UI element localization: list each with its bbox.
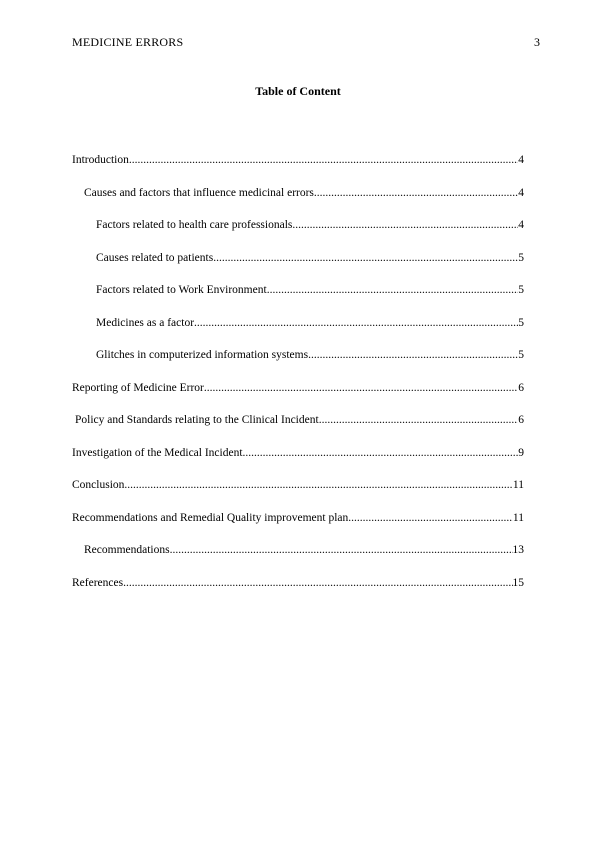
toc-entry-medicines-factor[interactable] xyxy=(72,317,524,350)
toc-entry-label: Medicines as a factor xyxy=(96,316,195,329)
toc-entry-page: 13 xyxy=(512,544,524,556)
toc-entry-page: 11 xyxy=(512,479,524,491)
toc-dot-leader xyxy=(124,479,513,491)
toc-dot-leader xyxy=(267,284,519,296)
toc-dot-leader xyxy=(292,219,518,231)
toc-dot-leader xyxy=(243,447,519,459)
toc-entry-computerized-systems[interactable] xyxy=(72,349,524,382)
toc-entry-label: Recommendations xyxy=(84,544,170,556)
toc-dot-leader xyxy=(170,544,513,556)
toc-entry-label: Introduction xyxy=(72,154,129,166)
toc-dot-leader xyxy=(194,317,518,329)
toc-entry-label: Conclusion xyxy=(72,479,125,491)
toc-dot-leader xyxy=(308,349,518,361)
toc-dot-leader xyxy=(348,512,513,524)
table-of-contents xyxy=(72,154,524,609)
toc-entry-page: 9 xyxy=(518,446,524,459)
toc-entry-references[interactable] xyxy=(72,577,524,610)
toc-entry-work-environment[interactable] xyxy=(72,284,524,317)
toc-entry-policy-standards[interactable] xyxy=(72,414,524,447)
toc-entry-label: Recommendations and Remedial Quality improvement plan xyxy=(72,511,349,524)
toc-entry-label: Causes related to patients xyxy=(96,251,214,264)
toc-dot-leader xyxy=(314,187,518,199)
toc-entry-label: References xyxy=(72,576,124,589)
running-head: MEDICINE ERRORS xyxy=(72,35,184,49)
toc-entry-label: Policy and Standards relating to the Clinical Incident xyxy=(75,414,319,426)
toc-dot-leader xyxy=(129,154,518,166)
toc-title: Table of Content xyxy=(255,84,341,98)
toc-entry-label: Reporting of Medicine Error xyxy=(72,381,204,394)
toc-dot-leader xyxy=(204,382,518,394)
page-number: 3 xyxy=(534,35,540,49)
toc-entry-introduction[interactable] xyxy=(72,154,524,187)
toc-entry-page: 6 xyxy=(518,381,524,394)
toc-entry-page: 6 xyxy=(518,414,524,426)
toc-entry-page: 5 xyxy=(518,349,524,361)
toc-dot-leader xyxy=(213,252,518,264)
toc-entry-page: 4 xyxy=(518,219,524,231)
toc-entry-reporting[interactable] xyxy=(72,382,524,415)
toc-entry-label: Factors related to health care professionals xyxy=(96,219,293,231)
toc-entry-recommendations-plan[interactable] xyxy=(72,512,524,545)
toc-entry-label: Factors related to Work Environment xyxy=(96,284,267,296)
toc-entry-investigation[interactable] xyxy=(72,447,524,480)
toc-entry-page: 5 xyxy=(518,251,524,264)
toc-entry-label: Causes and factors that influence medicinal errors xyxy=(84,186,314,199)
toc-entry-label: Investigation of the Medical Incident xyxy=(72,446,243,459)
toc-entry-page: 5 xyxy=(518,284,524,296)
toc-entry-page: 11 xyxy=(512,511,524,524)
toc-entry-page: 4 xyxy=(518,186,524,199)
toc-entry-page: 15 xyxy=(512,576,524,589)
toc-entry-health-care-professionals[interactable] xyxy=(72,219,524,252)
toc-entry-label: Glitches in computerized information systems xyxy=(96,349,309,361)
toc-entry-page: 5 xyxy=(518,316,524,329)
toc-entry-recommendations[interactable] xyxy=(72,544,524,577)
toc-dot-leader xyxy=(319,414,519,426)
toc-entry-causes-patients[interactable] xyxy=(72,252,524,285)
toc-entry-page: 4 xyxy=(518,154,524,166)
toc-dot-leader xyxy=(123,577,512,589)
toc-entry-causes-and-factors[interactable] xyxy=(72,187,524,220)
toc-entry-conclusion[interactable] xyxy=(72,479,524,512)
